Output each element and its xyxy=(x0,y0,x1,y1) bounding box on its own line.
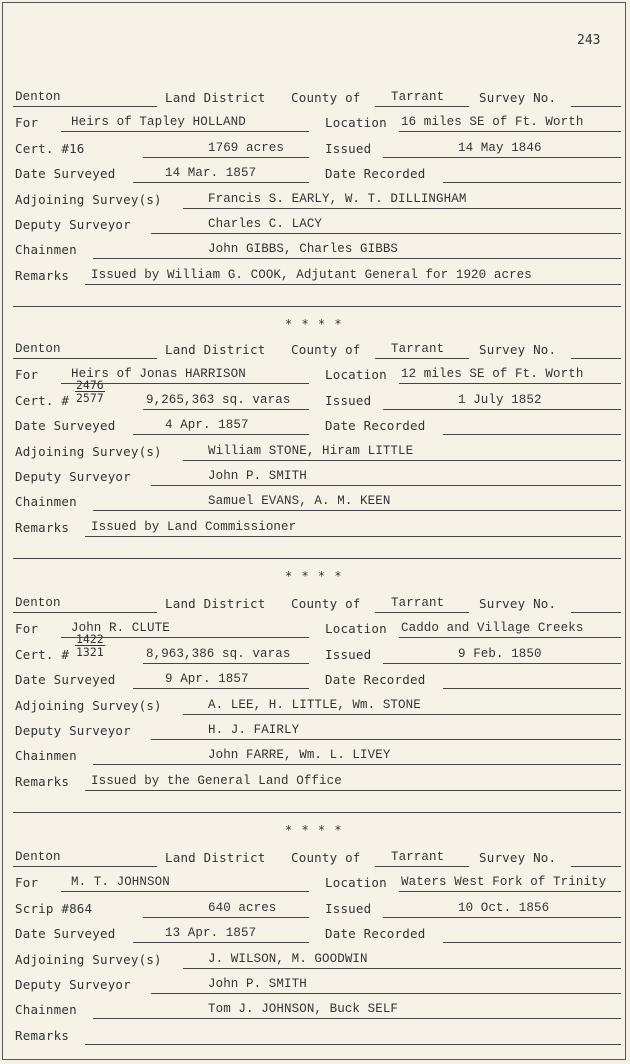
county-value: Tarrant xyxy=(391,596,445,610)
adjoining-value: A. LEE, H. LITTLE, Wm. STONE xyxy=(208,698,421,712)
survey-no-label: Survey No. xyxy=(479,596,557,611)
record-row xyxy=(3,215,627,237)
certificate-fraction xyxy=(75,379,105,404)
record-row xyxy=(3,924,627,946)
deputy-label: Deputy Surveyor xyxy=(15,977,131,992)
area-value: 8,963,386 sq. varas xyxy=(146,647,291,661)
district-value: Denton xyxy=(15,850,61,864)
record-separator: * * * * xyxy=(285,317,343,331)
record-row xyxy=(3,190,627,212)
location-value: Waters West Fork of Trinity xyxy=(401,875,607,889)
county-value: Tarrant xyxy=(391,90,445,104)
chainmen-label: Chainmen xyxy=(15,494,77,509)
adjoining-value: William STONE, Hiram LITTLE xyxy=(208,444,414,458)
location-value: 12 miles SE of Ft. Worth xyxy=(401,367,584,381)
survey-no-label: Survey No. xyxy=(479,850,557,865)
date-recorded-label: Date Recorded xyxy=(325,418,426,433)
date-recorded-label: Date Recorded xyxy=(325,672,426,687)
issued-label: Issued xyxy=(325,141,372,156)
record-row xyxy=(3,632,627,667)
date-surveyed-value: 9 Apr. 1857 xyxy=(165,672,249,686)
record-row xyxy=(3,88,627,110)
record-row xyxy=(3,416,627,438)
deputy-value: H. J. FAIRLY xyxy=(208,723,300,737)
record-row xyxy=(3,340,627,362)
underline xyxy=(571,848,621,867)
land-district-label: Land District xyxy=(165,342,266,357)
record-row xyxy=(3,873,627,895)
record-row xyxy=(3,467,627,489)
chainmen-label: Chainmen xyxy=(15,748,77,763)
remarks-value: Issued by the General Land Office xyxy=(91,774,342,788)
page-number: 243 xyxy=(577,33,601,48)
record-separator: * * * * xyxy=(285,823,343,837)
certificate-numerator: 1422 xyxy=(76,632,104,646)
location-label: Location xyxy=(325,875,387,890)
county-value: Tarrant xyxy=(391,850,445,864)
underline xyxy=(443,924,621,943)
for-value: M. T. JOHNSON xyxy=(71,875,170,889)
record-row xyxy=(3,378,627,413)
certificate-label: Scrip #864 xyxy=(15,901,93,916)
record-row xyxy=(3,492,627,514)
deputy-label: Deputy Surveyor xyxy=(15,217,131,232)
date-surveyed-label: Date Surveyed xyxy=(15,926,116,941)
underline xyxy=(443,670,621,689)
survey-no-label: Survey No. xyxy=(479,342,557,357)
date-surveyed-label: Date Surveyed xyxy=(15,418,116,433)
survey-no-label: Survey No. xyxy=(479,90,557,105)
record-row xyxy=(3,240,627,262)
issued-label: Issued xyxy=(325,393,372,408)
chainmen-value: John FARRE, Wm. L. LIVEY xyxy=(208,748,391,762)
adjoining-value: Francis S. EARLY, W. T. DILLINGHAM xyxy=(208,192,467,206)
record-row xyxy=(3,848,627,870)
for-label: For xyxy=(15,875,39,890)
record-row xyxy=(3,164,627,186)
date-recorded-label: Date Recorded xyxy=(325,166,426,181)
record-row xyxy=(3,139,627,161)
certificate-label: Cert. #16 xyxy=(15,141,85,156)
underline xyxy=(85,1026,621,1045)
blank-line xyxy=(13,812,621,813)
adjoining-label: Adjoining Survey(s) xyxy=(15,952,162,967)
location-label: Location xyxy=(325,115,387,130)
issued-label: Issued xyxy=(325,647,372,662)
deputy-value: Charles C. LACY xyxy=(208,217,323,231)
deputy-label: Deputy Surveyor xyxy=(15,469,131,484)
remarks-value: Issued by Land Commissioner xyxy=(91,520,297,534)
area-value: 640 acres xyxy=(208,901,277,915)
location-label: Location xyxy=(325,621,387,636)
record-row xyxy=(3,266,627,288)
adjoining-label: Adjoining Survey(s) xyxy=(15,192,162,207)
chainmen-value: Samuel EVANS, A. M. KEEN xyxy=(208,494,391,508)
deputy-value: John P. SMITH xyxy=(208,977,307,991)
date-surveyed-value: 14 Mar. 1857 xyxy=(165,166,257,180)
certificate-denominator: 2577 xyxy=(76,391,104,405)
remarks-label: Remarks xyxy=(15,774,70,789)
certificate-denominator: 1321 xyxy=(76,645,104,659)
county-label: County of xyxy=(291,850,361,865)
record-row xyxy=(3,746,627,768)
underline xyxy=(443,416,621,435)
record-row xyxy=(3,899,627,921)
county-label: County of xyxy=(291,596,361,611)
remarks-label: Remarks xyxy=(15,520,70,535)
record-row xyxy=(3,670,627,692)
area-value: 9,265,363 sq. varas xyxy=(146,393,291,407)
chainmen-value: Tom J. JOHNSON, Buck SELF xyxy=(208,1002,399,1016)
date-surveyed-value: 13 Apr. 1857 xyxy=(165,926,257,940)
deputy-label: Deputy Surveyor xyxy=(15,723,131,738)
document-page xyxy=(2,2,626,1060)
county-label: County of xyxy=(291,90,361,105)
certificate-label: Cert. # xyxy=(15,393,70,408)
date-surveyed-value: 4 Apr. 1857 xyxy=(165,418,249,432)
county-value: Tarrant xyxy=(391,342,445,356)
adjoining-value: J. WILSON, M. GOODWIN xyxy=(208,952,368,966)
record-row xyxy=(3,1000,627,1022)
record-row xyxy=(3,721,627,743)
remarks-label: Remarks xyxy=(15,1028,70,1043)
land-district-label: Land District xyxy=(165,596,266,611)
area-value: 1769 acres xyxy=(208,141,285,155)
certificate-label: Cert. # xyxy=(15,647,70,662)
county-label: County of xyxy=(291,342,361,357)
adjoining-label: Adjoining Survey(s) xyxy=(15,698,162,713)
record-row xyxy=(3,113,627,135)
date-recorded-label: Date Recorded xyxy=(325,926,426,941)
record-row xyxy=(3,772,627,794)
underline xyxy=(571,88,621,107)
location-value: 16 miles SE of Ft. Worth xyxy=(401,115,584,129)
location-value: Caddo and Village Creeks xyxy=(401,621,584,635)
chainmen-label: Chainmen xyxy=(15,242,77,257)
location-label: Location xyxy=(325,367,387,382)
for-label: For xyxy=(15,621,39,636)
record-row xyxy=(3,950,627,972)
date-surveyed-label: Date Surveyed xyxy=(15,672,116,687)
underline xyxy=(571,594,621,613)
for-value: John R. CLUTE xyxy=(71,621,170,635)
for-label: For xyxy=(15,367,39,382)
underline xyxy=(571,340,621,359)
district-value: Denton xyxy=(15,90,61,104)
record-row xyxy=(3,594,627,616)
chainmen-value: John GIBBS, Charles GIBBS xyxy=(208,242,399,256)
record-row xyxy=(3,696,627,718)
blank-line xyxy=(13,306,621,307)
adjoining-label: Adjoining Survey(s) xyxy=(15,444,162,459)
remarks-label: Remarks xyxy=(15,268,70,283)
certificate-numerator: 2476 xyxy=(76,378,104,392)
remarks-value: Issued by William G. COOK, Adjutant General for 1920 acres xyxy=(91,268,532,282)
blank-line xyxy=(13,558,621,559)
issued-value: 9 Feb. 1850 xyxy=(458,647,542,661)
certificate-fraction xyxy=(75,633,105,658)
district-value: Denton xyxy=(15,596,61,610)
district-value: Denton xyxy=(15,342,61,356)
issued-value: 1 July 1852 xyxy=(458,393,542,407)
chainmen-label: Chainmen xyxy=(15,1002,77,1017)
for-value: Heirs of Tapley HOLLAND xyxy=(71,115,246,129)
date-surveyed-label: Date Surveyed xyxy=(15,166,116,181)
for-value: Heirs of Jonas HARRISON xyxy=(71,367,246,381)
land-district-label: Land District xyxy=(165,850,266,865)
issued-label: Issued xyxy=(325,901,372,916)
land-district-label: Land District xyxy=(165,90,266,105)
record-row xyxy=(3,442,627,464)
issued-value: 14 May 1846 xyxy=(458,141,542,155)
record-row xyxy=(3,975,627,997)
deputy-value: John P. SMITH xyxy=(208,469,307,483)
record-row xyxy=(3,518,627,540)
for-label: For xyxy=(15,115,39,130)
record-separator: * * * * xyxy=(285,569,343,583)
issued-value: 10 Oct. 1856 xyxy=(458,901,550,915)
underline xyxy=(443,164,621,183)
record-row xyxy=(3,1026,627,1048)
